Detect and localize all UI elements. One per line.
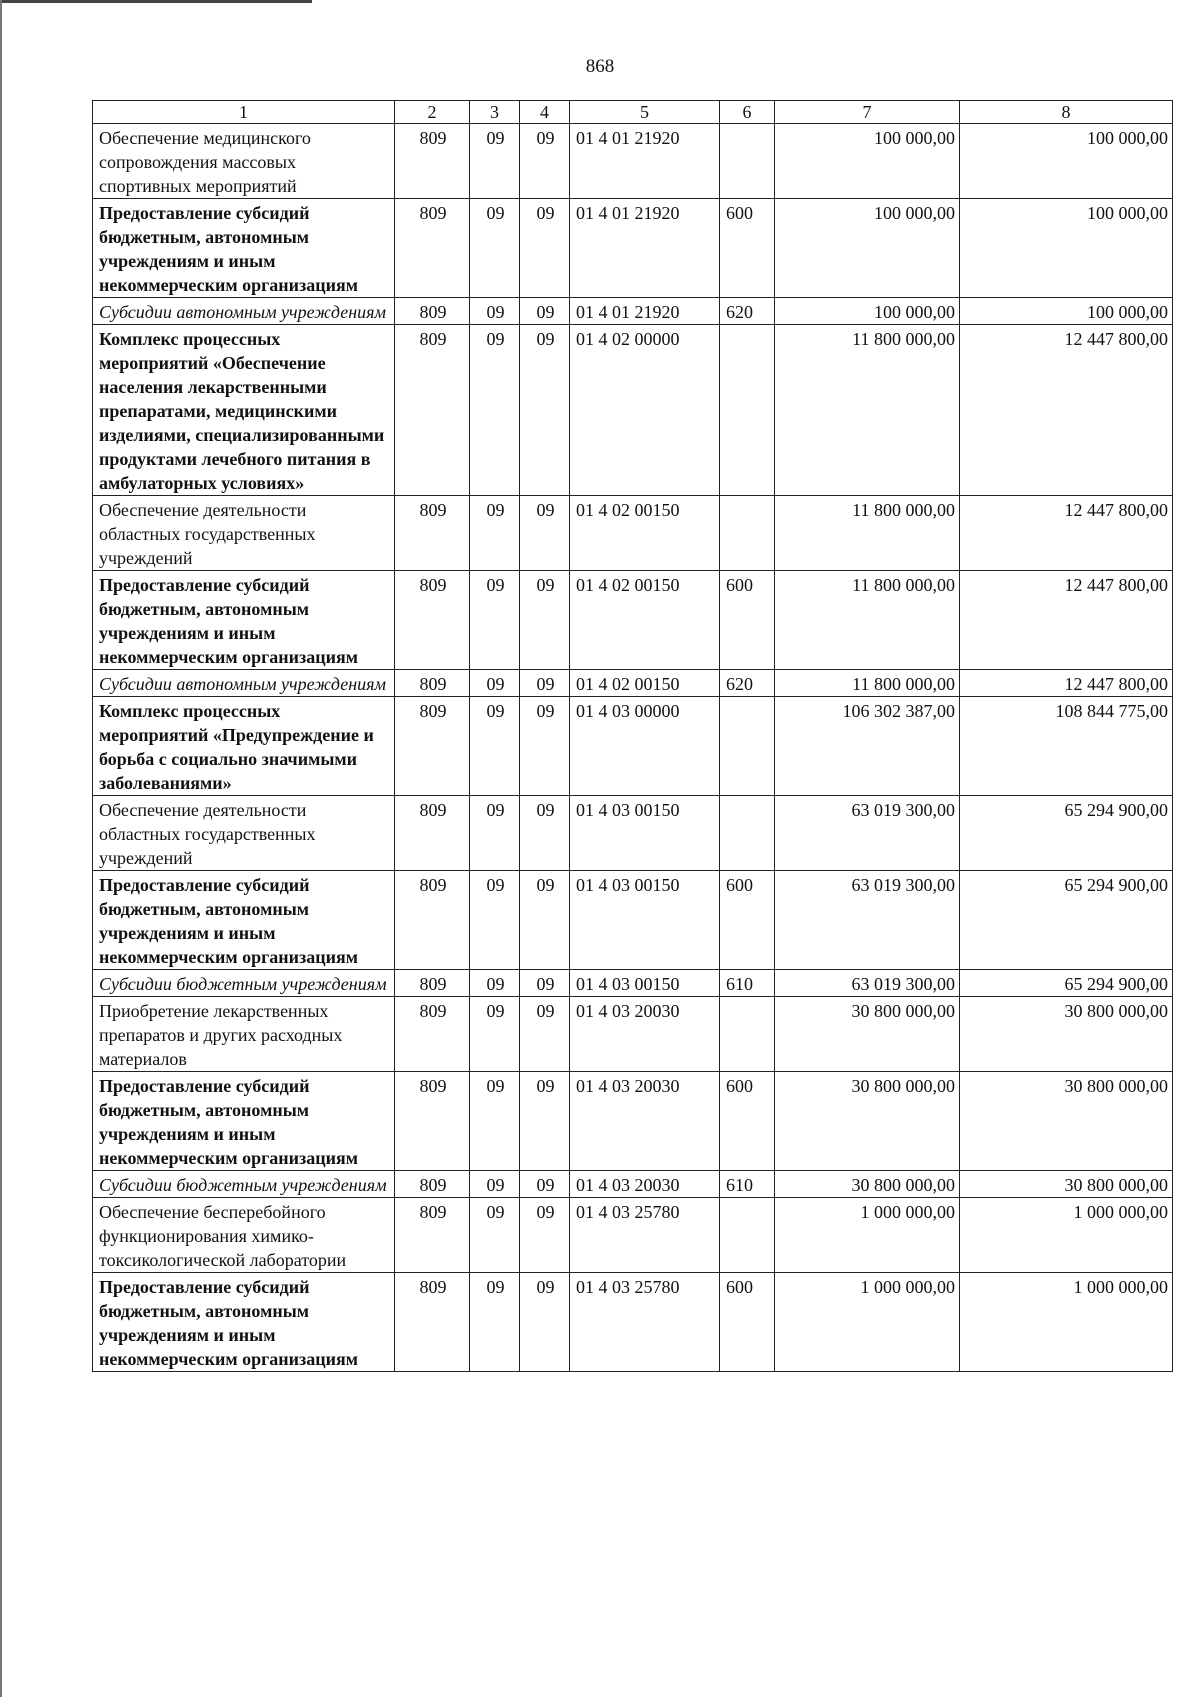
- header-cell: 6: [720, 101, 775, 124]
- amount-year-1: 63 019 300,00: [775, 970, 960, 997]
- section-code: 09: [470, 1072, 520, 1171]
- expense-type: [720, 697, 775, 796]
- section-code: 09: [470, 571, 520, 670]
- expense-type: [720, 796, 775, 871]
- section-code: 09: [470, 298, 520, 325]
- amount-year-1: 30 800 000,00: [775, 1072, 960, 1171]
- amount-year-2: 65 294 900,00: [960, 970, 1173, 997]
- amount-year-1: 30 800 000,00: [775, 997, 960, 1072]
- subsection-code: 09: [520, 199, 570, 298]
- expense-type: 600: [720, 571, 775, 670]
- section-code: 09: [470, 670, 520, 697]
- section-code: 09: [470, 970, 520, 997]
- amount-year-2: 65 294 900,00: [960, 796, 1173, 871]
- table-row: [93, 1198, 1173, 1273]
- amount-year-2: 1 000 000,00: [960, 1273, 1173, 1372]
- item-name: Предоставление субсидий бюджетным, автономным учреждениям и иным некоммерческим организациям: [93, 571, 395, 670]
- table-row: [93, 1273, 1173, 1372]
- expense-type: 620: [720, 670, 775, 697]
- expense-type: [720, 124, 775, 199]
- subsection-code: 09: [520, 571, 570, 670]
- item-name: Обеспечение медицинского сопровождения массовых спортивных мероприятий: [93, 124, 395, 199]
- amount-year-2: 100 000,00: [960, 124, 1173, 199]
- section-code: 09: [470, 124, 520, 199]
- target-article: 01 4 02 00150: [570, 496, 720, 571]
- amount-year-2: 108 844 775,00: [960, 697, 1173, 796]
- table-row: [93, 325, 1173, 496]
- amount-year-2: 12 447 800,00: [960, 571, 1173, 670]
- item-name: Обеспечение деятельности областных государственных учреждений: [93, 796, 395, 871]
- target-article: 01 4 02 00150: [570, 670, 720, 697]
- ministry-code: 809: [395, 1171, 470, 1198]
- amount-year-1: 63 019 300,00: [775, 871, 960, 970]
- item-name: Предоставление субсидий бюджетным, автономным учреждениям и иным некоммерческим организациям: [93, 1273, 395, 1372]
- amount-year-2: 12 447 800,00: [960, 670, 1173, 697]
- item-name: Субсидии бюджетным учреждениям: [93, 970, 395, 997]
- scan-border-left: [0, 0, 2, 1697]
- target-article: 01 4 03 20030: [570, 1171, 720, 1198]
- target-article: 01 4 03 00150: [570, 970, 720, 997]
- table-row: [93, 871, 1173, 970]
- header-cell: 7: [775, 101, 960, 124]
- section-code: 09: [470, 199, 520, 298]
- item-name: Субсидии автономным учреждениям: [93, 670, 395, 697]
- target-article: 01 4 03 20030: [570, 997, 720, 1072]
- amount-year-1: 100 000,00: [775, 124, 960, 199]
- item-name: Предоставление субсидий бюджетным, автономным учреждениям и иным некоммерческим организациям: [93, 1072, 395, 1171]
- header-cell: 4: [520, 101, 570, 124]
- header-row: [93, 101, 1173, 124]
- section-code: 09: [470, 997, 520, 1072]
- item-name: Комплекс процессных мероприятий «Предупреждение и борьба с социально значимыми заболеваниями»: [93, 697, 395, 796]
- amount-year-2: 12 447 800,00: [960, 496, 1173, 571]
- item-name: Предоставление субсидий бюджетным, автономным учреждениям и иным некоммерческим организациям: [93, 199, 395, 298]
- table-row: [93, 796, 1173, 871]
- amount-year-2: 100 000,00: [960, 199, 1173, 298]
- ministry-code: 809: [395, 199, 470, 298]
- expense-type: [720, 496, 775, 571]
- amount-year-1: 63 019 300,00: [775, 796, 960, 871]
- subsection-code: 09: [520, 970, 570, 997]
- header-cell: 2: [395, 101, 470, 124]
- target-article: 01 4 03 25780: [570, 1198, 720, 1273]
- ministry-code: 809: [395, 670, 470, 697]
- budget-table: [92, 100, 1173, 1372]
- amount-year-2: 100 000,00: [960, 298, 1173, 325]
- item-name: Субсидии автономным учреждениям: [93, 298, 395, 325]
- ministry-code: 809: [395, 1198, 470, 1273]
- amount-year-2: 30 800 000,00: [960, 997, 1173, 1072]
- table-row: [93, 571, 1173, 670]
- ministry-code: 809: [395, 298, 470, 325]
- table-row: [93, 1072, 1173, 1171]
- target-article: 01 4 02 00150: [570, 571, 720, 670]
- target-article: 01 4 03 00000: [570, 697, 720, 796]
- ministry-code: 809: [395, 796, 470, 871]
- amount-year-1: 106 302 387,00: [775, 697, 960, 796]
- amount-year-1: 11 800 000,00: [775, 571, 960, 670]
- section-code: 09: [470, 871, 520, 970]
- target-article: 01 4 03 25780: [570, 1273, 720, 1372]
- ministry-code: 809: [395, 1072, 470, 1171]
- subsection-code: 09: [520, 325, 570, 496]
- table-row: [93, 1171, 1173, 1198]
- table-row: [93, 697, 1173, 796]
- ministry-code: 809: [395, 1273, 470, 1372]
- table-row: [93, 124, 1173, 199]
- table-row: [93, 997, 1173, 1072]
- subsection-code: 09: [520, 1273, 570, 1372]
- amount-year-2: 1 000 000,00: [960, 1198, 1173, 1273]
- amount-year-2: 30 800 000,00: [960, 1072, 1173, 1171]
- amount-year-1: 30 800 000,00: [775, 1171, 960, 1198]
- header-cell: 5: [570, 101, 720, 124]
- amount-year-1: 1 000 000,00: [775, 1198, 960, 1273]
- header-cell: 8: [960, 101, 1173, 124]
- ministry-code: 809: [395, 325, 470, 496]
- table-row: [93, 298, 1173, 325]
- expense-type: 610: [720, 970, 775, 997]
- expense-type: 600: [720, 1273, 775, 1372]
- target-article: 01 4 02 00000: [570, 325, 720, 496]
- item-name: Предоставление субсидий бюджетным, автономным учреждениям и иным некоммерческим организациям: [93, 871, 395, 970]
- subsection-code: 09: [520, 298, 570, 325]
- section-code: 09: [470, 697, 520, 796]
- page-number: 868: [585, 56, 615, 77]
- subsection-code: 09: [520, 1198, 570, 1273]
- section-code: 09: [470, 325, 520, 496]
- amount-year-1: 11 800 000,00: [775, 496, 960, 571]
- ministry-code: 809: [395, 496, 470, 571]
- subsection-code: 09: [520, 697, 570, 796]
- amount-year-1: 100 000,00: [775, 199, 960, 298]
- ministry-code: 809: [395, 697, 470, 796]
- header-cell: 1: [93, 101, 395, 124]
- expense-type: [720, 997, 775, 1072]
- subsection-code: 09: [520, 871, 570, 970]
- item-name: Субсидии бюджетным учреждениям: [93, 1171, 395, 1198]
- section-code: 09: [470, 496, 520, 571]
- target-article: 01 4 03 20030: [570, 1072, 720, 1171]
- header-cell: 3: [470, 101, 520, 124]
- target-article: 01 4 03 00150: [570, 796, 720, 871]
- target-article: 01 4 01 21920: [570, 298, 720, 325]
- expense-type: 610: [720, 1171, 775, 1198]
- expense-type: 620: [720, 298, 775, 325]
- table-row: [93, 670, 1173, 697]
- section-code: 09: [470, 1171, 520, 1198]
- item-name: Комплекс процессных мероприятий «Обеспечение населения лекарственными препаратами, медицинскими изделиями, специализированными продуктами лечебного питания в амбулаторных условиях»: [93, 325, 395, 496]
- expense-type: [720, 1198, 775, 1273]
- subsection-code: 09: [520, 997, 570, 1072]
- amount-year-2: 12 447 800,00: [960, 325, 1173, 496]
- ministry-code: 809: [395, 871, 470, 970]
- item-name: Обеспечение бесперебойного функционирования химико-токсикологической лаборатории: [93, 1198, 395, 1273]
- subsection-code: 09: [520, 1171, 570, 1198]
- target-article: 01 4 01 21920: [570, 199, 720, 298]
- section-code: 09: [470, 796, 520, 871]
- expense-type: 600: [720, 1072, 775, 1171]
- item-name: Приобретение лекарственных препаратов и других расходных материалов: [93, 997, 395, 1072]
- section-code: 09: [470, 1198, 520, 1273]
- subsection-code: 09: [520, 124, 570, 199]
- item-name: Обеспечение деятельности областных государственных учреждений: [93, 496, 395, 571]
- amount-year-2: 30 800 000,00: [960, 1171, 1173, 1198]
- subsection-code: 09: [520, 496, 570, 571]
- ministry-code: 809: [395, 571, 470, 670]
- table-row: [93, 496, 1173, 571]
- ministry-code: 809: [395, 124, 470, 199]
- expense-type: 600: [720, 871, 775, 970]
- subsection-code: 09: [520, 670, 570, 697]
- amount-year-2: 65 294 900,00: [960, 871, 1173, 970]
- ministry-code: 809: [395, 970, 470, 997]
- target-article: 01 4 01 21920: [570, 124, 720, 199]
- section-code: 09: [470, 1273, 520, 1372]
- scan-border-top: [0, 0, 312, 3]
- subsection-code: 09: [520, 1072, 570, 1171]
- expense-type: 600: [720, 199, 775, 298]
- subsection-code: 09: [520, 796, 570, 871]
- amount-year-1: 100 000,00: [775, 298, 960, 325]
- amount-year-1: 11 800 000,00: [775, 670, 960, 697]
- ministry-code: 809: [395, 997, 470, 1072]
- table-row: [93, 199, 1173, 298]
- amount-year-1: 1 000 000,00: [775, 1273, 960, 1372]
- target-article: 01 4 03 00150: [570, 871, 720, 970]
- expense-type: [720, 325, 775, 496]
- table-row: [93, 970, 1173, 997]
- amount-year-1: 11 800 000,00: [775, 325, 960, 496]
